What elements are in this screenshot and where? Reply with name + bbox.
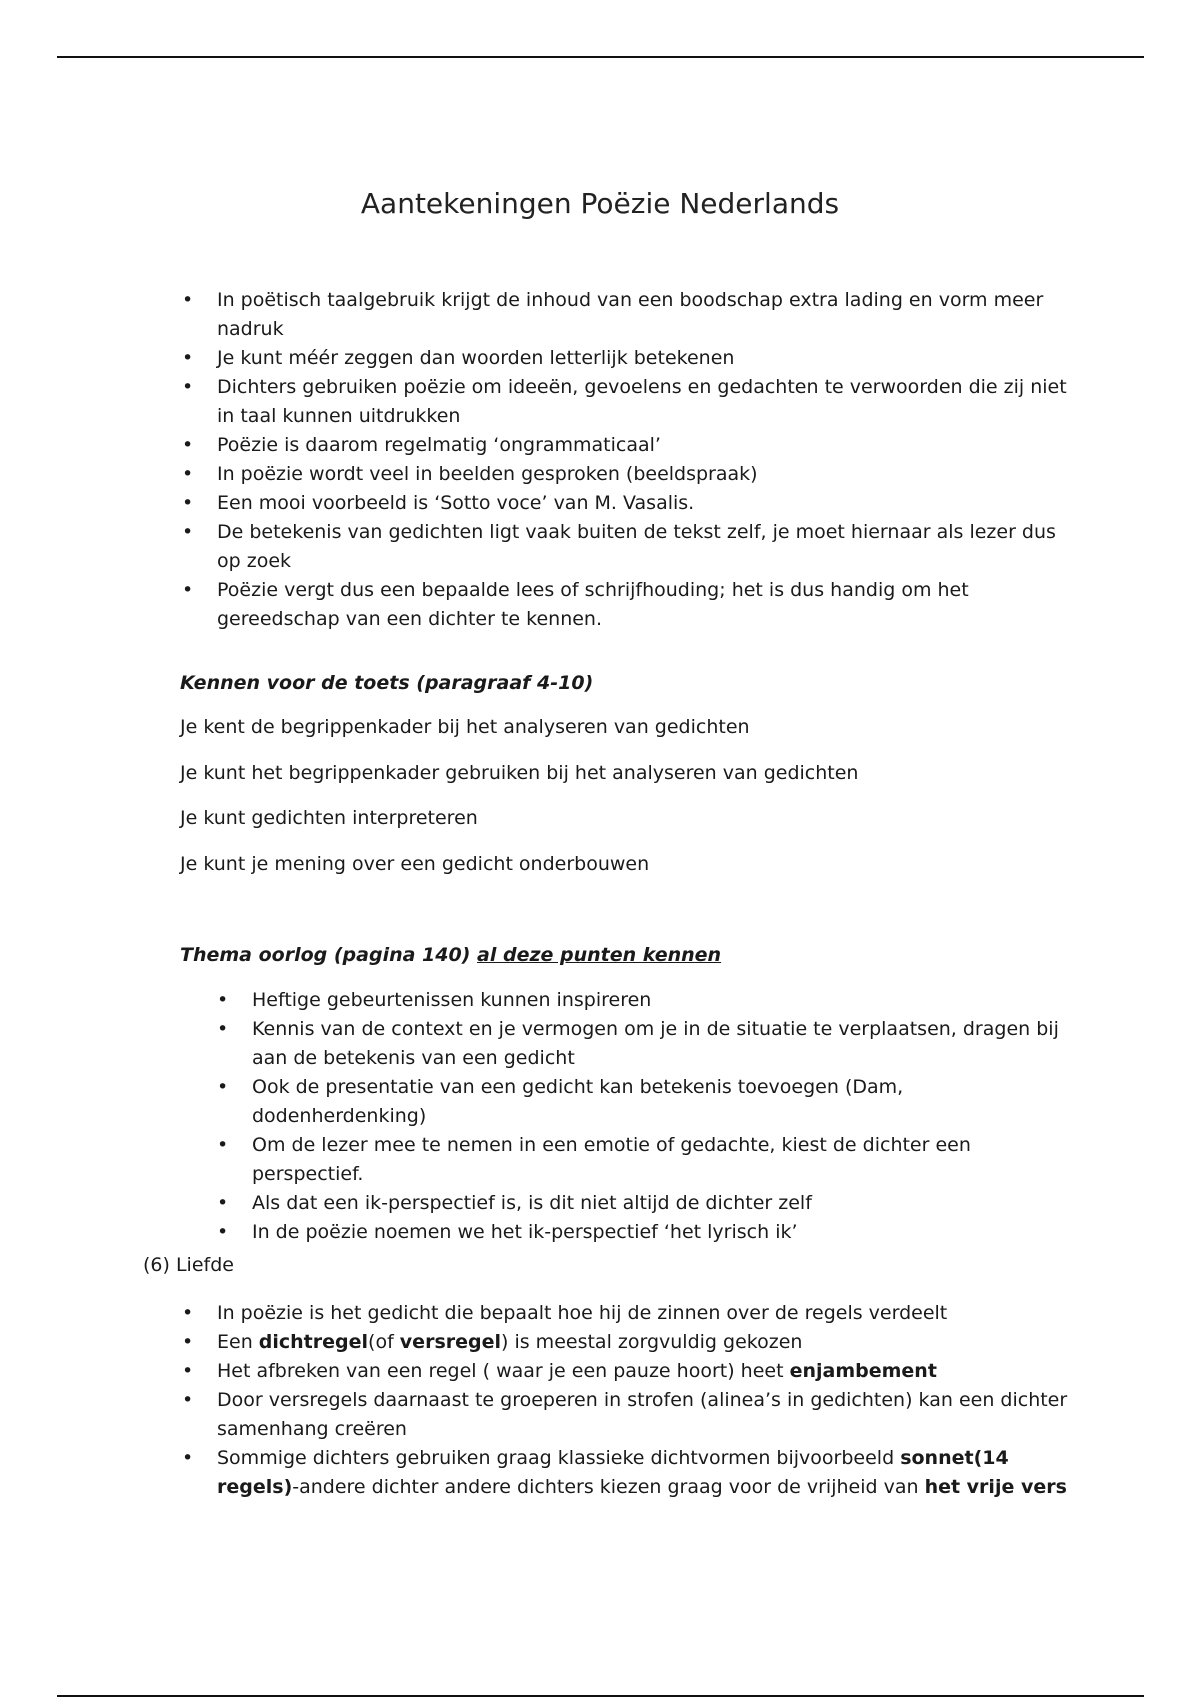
- toets-heading: Kennen voor de toets (paragraaf 4-10): [180, 672, 594, 694]
- toets-line: Je kunt gedichten interpreteren: [180, 807, 478, 829]
- list-item: • In de poëzie noemen we het ik-perspectief ‘het lyrisch ik’: [217, 1221, 798, 1243]
- list-item: • Ook de presentatie van een gedicht kan betekenis toevoegen (Dam, dodenherdenking): [217, 1076, 904, 1127]
- oorlog-heading-underlined: al deze punten kennen: [477, 944, 722, 966]
- toets-line: Je kunt het begrippenkader gebruiken bij het analyseren van gedichten: [180, 762, 859, 784]
- list-item: • Heftige gebeurtenissen kunnen inspireren: [217, 989, 652, 1011]
- liefde-list: [182, 1299, 1077, 1502]
- oorlog-heading-text: Thema oorlog (pagina 140): [180, 944, 471, 966]
- list-item: • Je kunt méér zeggen dan woorden letterlijk betekenen: [182, 347, 735, 369]
- list-item: • Een mooi voorbeeld is ‘Sotto voce’ van M. Vasalis.: [182, 492, 695, 514]
- oorlog-list: [217, 986, 1072, 1247]
- liefde-heading: (6) Liefde: [143, 1254, 234, 1276]
- list-item: • Poëzie is daarom regelmatig ‘ongrammaticaal’: [182, 434, 661, 456]
- list-item: • Een dichtregel(of versregel) is meestal zorgvuldig gekozen: [182, 1331, 803, 1353]
- list-item: • Poëzie vergt dus een bepaalde lees of schrijfhouding; het is dus handig om het gereedschap van een dichter te kennen.: [182, 579, 969, 630]
- page-title: Aantekeningen Poëzie Nederlands: [360, 187, 840, 220]
- top-rule: [57, 56, 1144, 58]
- list-item: • Sommige dichters gebruiken graag klassieke dichtvormen bijvoorbeeld sonnet(14 regels)-andere dichter andere dichters kiezen graag voor de vrijheid van het vrije vers: [182, 1447, 1067, 1498]
- list-item: • In poëzie is het gedicht die bepaalt hoe hij de zinnen over de regels verdeelt: [182, 1302, 948, 1324]
- list-item: • In poëtisch taalgebruik krijgt de inhoud van een boodschap extra lading en vorm meer nadruk: [182, 289, 1044, 340]
- toets-line: Je kunt je mening over een gedicht onderbouwen: [180, 853, 650, 875]
- list-item: • Het afbreken van een regel ( waar je een pauze hoort) heet enjambement: [182, 1360, 937, 1382]
- list-item: • Door versregels daarnaast te groeperen in strofen (alinea’s in gedichten) kan een dichter samenhang creëren: [182, 1389, 1068, 1440]
- list-item: • Om de lezer mee te nemen in een emotie of gedachte, kiest de dichter een perspectief.: [217, 1134, 971, 1185]
- bottom-rule: [57, 1695, 1144, 1697]
- list-item: • In poëzie wordt veel in beelden gesproken (beeldspraak): [182, 463, 758, 485]
- intro-list: [182, 286, 1077, 634]
- list-item: • Als dat een ik-perspectief is, is dit niet altijd de dichter zelf: [217, 1192, 812, 1214]
- toets-line: Je kent de begrippenkader bij het analyseren van gedichten: [180, 716, 750, 738]
- list-item: • De betekenis van gedichten ligt vaak buiten de tekst zelf, je moet hiernaar als lezer dus op zoek: [182, 521, 1056, 572]
- list-item: • Kennis van de context en je vermogen om je in de situatie te verplaatsen, dragen bij aan de betekenis van een gedicht: [217, 1018, 1059, 1069]
- oorlog-heading: [180, 944, 721, 966]
- list-item: • Dichters gebruiken poëzie om ideeën, gevoelens en gedachten te verwoorden die zij niet in taal kunnen uitdrukken: [182, 376, 1067, 427]
